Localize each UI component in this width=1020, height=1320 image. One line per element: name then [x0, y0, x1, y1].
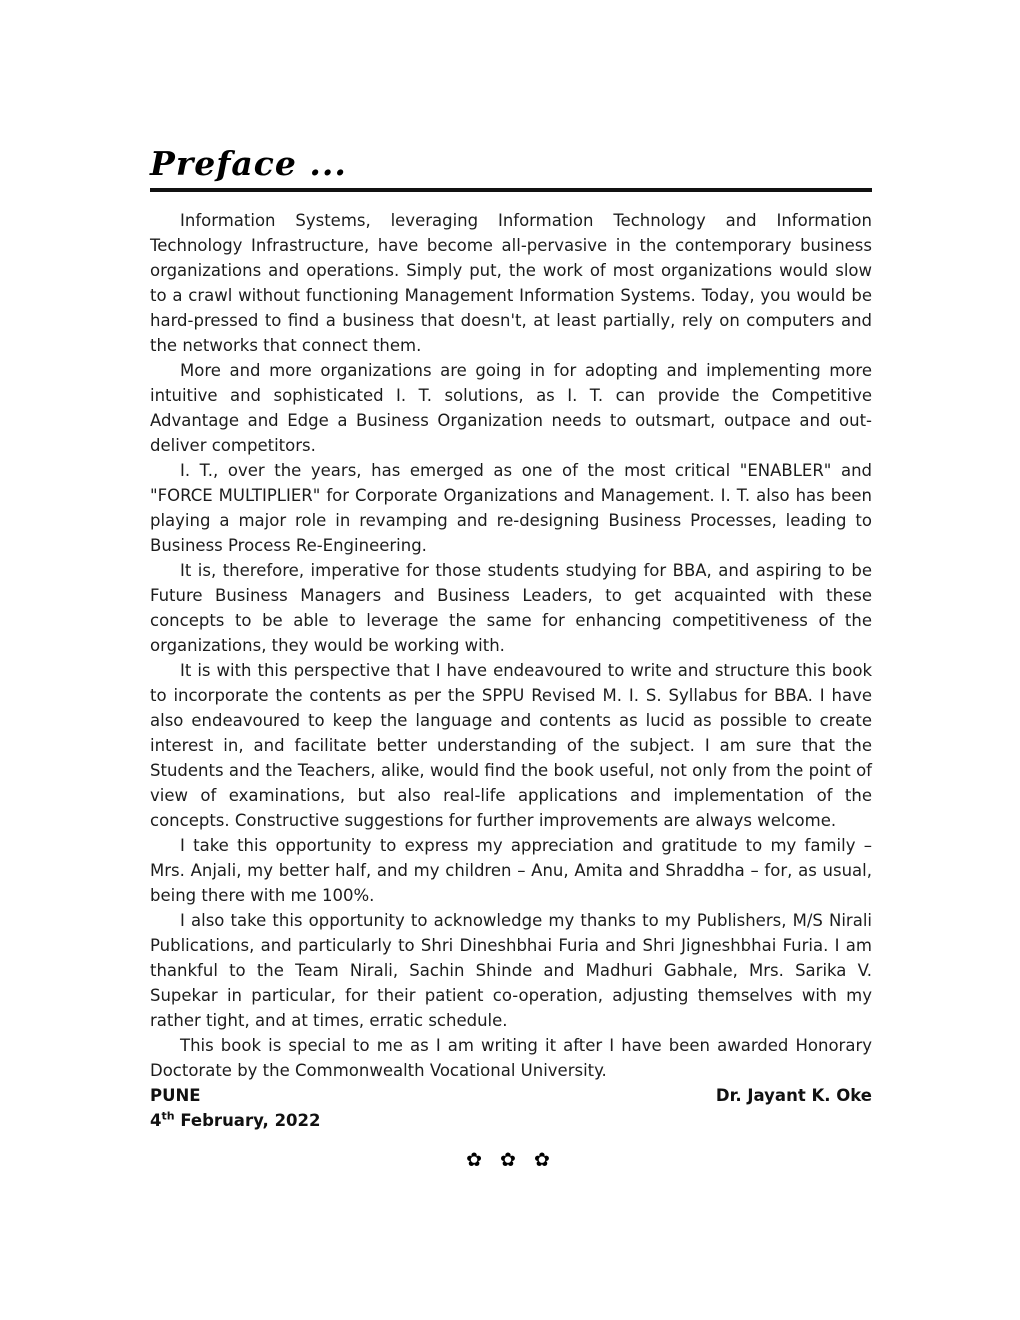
page-content — [150, 146, 872, 1171]
preface-title: Preface ... — [150, 144, 347, 183]
date-ordinal: th — [161, 1109, 175, 1123]
preface-paragraph: I take this opportunity to express my appreciation and gratitude to my family – Mrs. Anjali, my better half, and my children – Anu, Amita and Shraddha – for, as usual, being there with me 100%. — [150, 836, 872, 906]
preface-paragraph: I. T., over the years, has emerged as one of the most critical "ENABLER" and "FORCE MULTIPLIER" for Corporate Organizations and Management. I. T. also has been playing a major role in revamping and re-designing Business Processes, leading to Business Process Re-Engineering. — [150, 461, 872, 556]
date-day: 4 — [150, 1111, 162, 1131]
preface-paragraph: More and more organizations are going in for adopting and implementing more intuitive and sophisticated I. T. solutions, as I. T. can provide the Competitive Advantage and Edge a Business Organization needs to outsmart, outpace and out-deliver competitors. — [150, 361, 872, 456]
preface-paragraph: This book is special to me as I am writing it after I have been awarded Honorary Doctorate by the Commonwealth Vocational University. — [150, 1036, 872, 1081]
signoff-row — [150, 1083, 872, 1108]
preface-body — [150, 208, 872, 1083]
title-rule — [150, 188, 872, 192]
flower-ornament: ✿ ✿ ✿ — [466, 1149, 556, 1172]
signoff-date — [150, 1108, 872, 1133]
date-rest: February, 2022 — [174, 1111, 321, 1131]
signoff-author: Dr. Jayant K. Oke — [715, 1086, 872, 1106]
preface-paragraph: Information Systems, leveraging Information Technology and Information Technology Infrastructure, have become all-pervasive in the contemporary business organizations and operations. Simply put, the work of most organizations would slow to a crawl without functioning Management Information Systems. Today, you would be hard-pressed to find a business that doesn't, at least partially, rely on computers and the networks that connect them. — [150, 211, 872, 356]
preface-paragraph: It is, therefore, imperative for those students studying for BBA, and aspiring to be Future Business Managers and Business Leaders, to get acquainted with these concepts to be able to leverage the same for enhancing competitiveness of the organizations, they would be working with. — [150, 561, 872, 656]
preface-paragraph: It is with this perspective that I have endeavoured to write and structure this book to incorporate the contents as per the SPPU Revised M. I. S. Syllabus for BBA. I have also endeavoured to keep the language and contents as lucid as possible to create interest in, and facilitate better understanding of the subject. I am sure that the Students and the Teachers, alike, would find the book useful, not only from the point of view of examinations, but also real-life applications and implementation of the concepts. Constructive suggestions for further improvements are always welcome. — [150, 661, 872, 831]
preface-paragraph: I also take this opportunity to acknowledge my thanks to my Publishers, M/S Nirali Publications, and particularly to Shri Dineshbhai Furia and Shri Jigneshbhai Furia. I am thankful to the Team Nirali, Sachin Shinde and Madhuri Gabhale, Mrs. Sarika V. Supekar in particular, for their patient co-operation, adjusting themselves with my rather tight, and at times, erratic schedule. — [150, 911, 872, 1031]
signoff-place: PUNE — [150, 1086, 201, 1106]
